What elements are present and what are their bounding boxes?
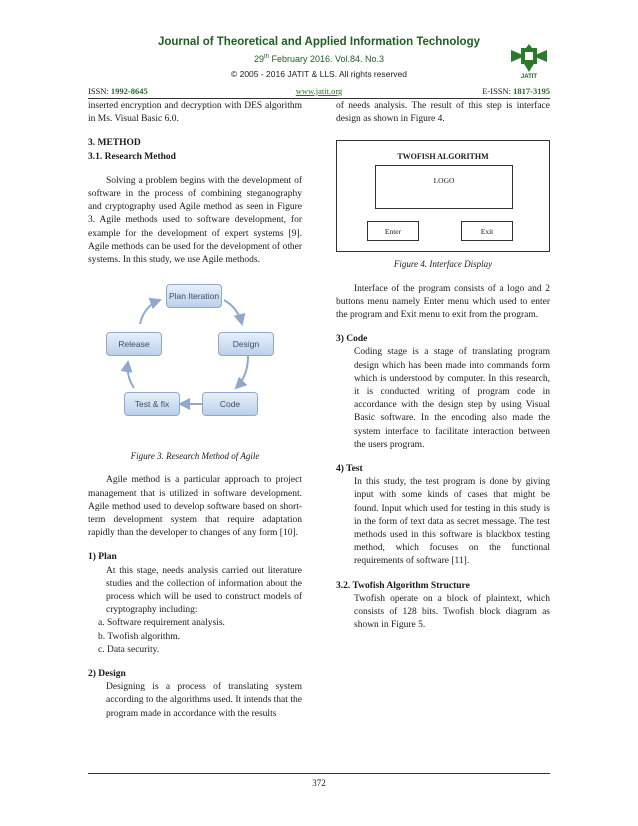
- diagram-node-code: Code: [202, 392, 258, 416]
- issue-day: 29: [253, 54, 264, 64]
- eissn-label: E-ISSN:: [482, 86, 514, 96]
- step-heading-design: 2) Design: [88, 669, 126, 680]
- eissn: [482, 86, 550, 96]
- diagram-node-plan: Plan Iteration: [166, 284, 222, 308]
- diagram-node-test: Test & fix: [124, 392, 180, 416]
- mockup-logo: LOGO: [375, 165, 513, 209]
- diagram-node-release: Release: [106, 332, 162, 356]
- mockup-enter-button: Enter: [367, 221, 419, 241]
- paragraph: Agile method is a particular approach to project management that is utilized in software development. Agile method used to develop software based on short-term development system that require adaptation rapidly than the developer to changes of any form [10].: [88, 475, 302, 539]
- issn-value: 1992-8645: [110, 86, 148, 96]
- paragraph: inserted encryption and decryption with DES algorithm in Ms. Visual Basic 6.0.: [88, 101, 302, 125]
- agile-diagram: [88, 276, 302, 442]
- paragraph: Twofish operate on a block of plaintext, which consists of 128 bits. Twofish block diagram as shown in Figure 5.: [354, 593, 550, 631]
- list-item: c. Data security.: [98, 644, 160, 655]
- issue-rest: February 2016. Vol.84. No.3: [268, 54, 385, 64]
- journal-title: Journal of Theoretical and Applied Information Technology: [157, 36, 481, 48]
- right-column: [336, 100, 550, 632]
- page-number: 372: [312, 778, 326, 788]
- figure-3-caption: Figure 3. Research Method of Agile: [130, 451, 260, 462]
- step-heading-code: 3) Code: [336, 334, 368, 345]
- paragraph: Interface of the program consists of a logo and 2 buttons menu namely Enter menu which used to enter the program and Exit menu to exit from the program.: [336, 283, 550, 321]
- paragraph: Coding stage is a stage of translating program design which has been made into commands form which is understood by computer. In this research, it is conducted writing of program code in accordance with the design step by using Visual Basic software. In the encoding also made the system interface to facilitate interaction between the users program.: [354, 347, 550, 450]
- plan-list: [88, 617, 302, 657]
- issue-day-suffix: th: [263, 54, 269, 60]
- paragraph: In this study, the test program is done by giving input with some kinds of cases that might be found. Input which used for testing in this study is in the form of text data as secret message. The test methods used in this software is blackbox testing method, which focuses on the functional requirements of software [11].: [354, 477, 550, 567]
- paragraph: At this stage, needs analysis carried out literature studies and the collection of information about the process which will be used to construct models of cryptography including:: [106, 565, 302, 616]
- interface-mockup: [336, 140, 550, 252]
- eissn-value: 1817-3195: [513, 86, 550, 96]
- step-heading-test: 4) Test: [336, 464, 363, 475]
- mockup-title: TWOFISH ALGORITHM: [397, 152, 489, 162]
- paragraph: Solving a problem begins with the development of software in the process of combining steganography and cryptography used Agile method as seen in Figure 3. Agile methods used to software development, for example for the development of expert systems [9]. Agile methods can be used for the development of other systems. In this study, we use Agile methods.: [88, 175, 302, 266]
- issn-label: ISSN:: [88, 86, 111, 96]
- logo-label: JATIT: [520, 74, 538, 80]
- figure-4-caption: Figure 4. Interface Display: [393, 259, 493, 270]
- diagram-node-design: Design: [218, 332, 274, 356]
- section-heading: 3. METHOD: [88, 138, 141, 149]
- subsection-heading: 3.1. Research Method: [88, 151, 176, 162]
- subsection-heading: 3.2. Twofish Algorithm Structure: [336, 580, 470, 591]
- list-item: b. Twofish algorithm.: [98, 631, 181, 642]
- paragraph: Designing is a process of translating system according to the algorithms used. It intends that the program made in accordance with the results: [106, 682, 302, 719]
- mockup-exit-button: Exit: [461, 221, 513, 241]
- website-link[interactable]: www.jatit.org: [295, 86, 343, 96]
- copyright-notice: © 2005 - 2016 JATIT & LLS. All rights reserved: [230, 69, 408, 79]
- header-rule: [88, 98, 550, 99]
- left-column: [88, 100, 302, 721]
- website-container: [88, 86, 550, 96]
- paragraph: of needs analysis. The result of this step is interface design as shown in Figure 4.: [336, 101, 550, 125]
- footer-rule: [88, 773, 550, 774]
- step-heading-plan: 1) Plan: [88, 552, 117, 563]
- list-item: a. Software requirement analysis.: [98, 618, 225, 629]
